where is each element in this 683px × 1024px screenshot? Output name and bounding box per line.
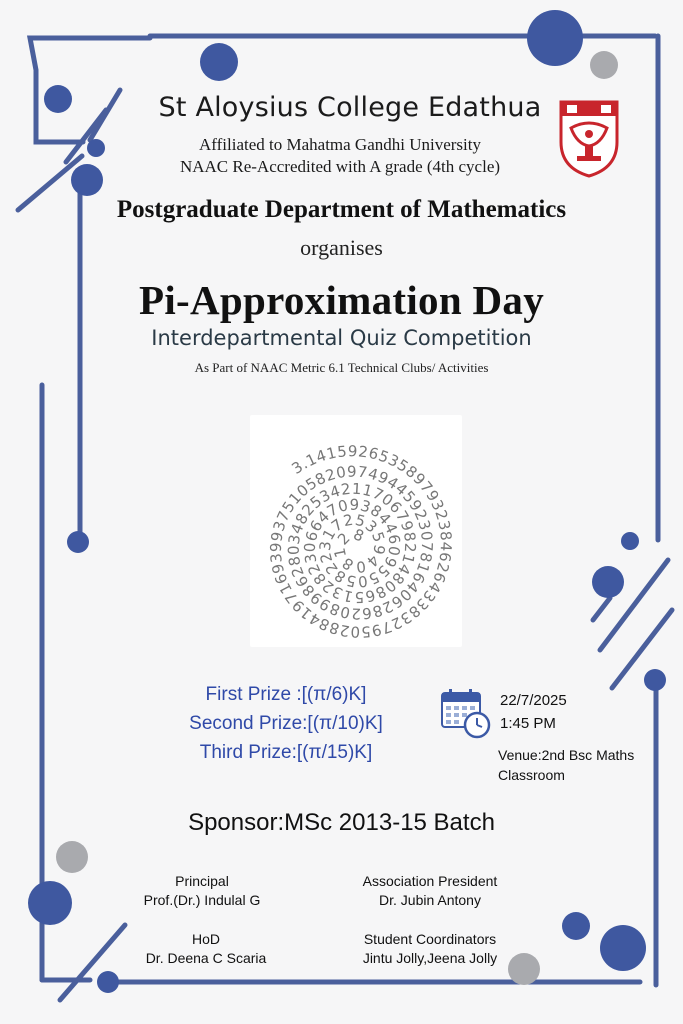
decor-dot bbox=[67, 531, 89, 553]
college-crest-icon bbox=[557, 98, 621, 178]
affiliation-line: Affiliated to Mahatma Gandhi University bbox=[198, 135, 481, 154]
decor-dot bbox=[200, 43, 238, 81]
decor-dot bbox=[644, 669, 666, 691]
signatory-principal bbox=[92, 872, 312, 910]
second-prize: Second Prize:[(π/10)K] bbox=[189, 713, 383, 734]
accreditation-line: NAAC Re-Accredited with A grade (4th cycle) bbox=[179, 157, 501, 176]
affiliation-block bbox=[120, 134, 560, 178]
signatory-hod bbox=[96, 930, 316, 968]
decor-dot bbox=[600, 925, 646, 971]
event-datetime bbox=[500, 689, 567, 735]
pi-digits-text bbox=[250, 415, 455, 641]
pi-digits-path: 3.141592653589793238462643383279502884197169399375105820974944592307816406286208998628034825342117067982148086513282306647093844609550582231725359408128 bbox=[266, 442, 456, 641]
signatory-name: Jintu Jolly,Jeena Jolly bbox=[362, 950, 498, 966]
first-prize: First Prize :[(π/6)K] bbox=[205, 684, 367, 705]
decor-dot bbox=[56, 841, 88, 873]
decor-dot bbox=[590, 51, 618, 79]
naac-metric-note: As Part of NAAC Metric 6.1 Technical Clubs/ Activities bbox=[194, 360, 489, 375]
decor-dot bbox=[592, 566, 624, 598]
venue-line-1: Venue:2nd Bsc Maths bbox=[498, 747, 635, 763]
calendar-clock-icon bbox=[440, 687, 492, 739]
college-name: St Aloysius College Edathua bbox=[158, 92, 542, 123]
third-prize: Third Prize:[(π/15)K] bbox=[199, 742, 373, 763]
sponsor-text: Sponsor:MSc 2013-15 Batch bbox=[188, 809, 495, 836]
decor-dot bbox=[28, 881, 72, 925]
decor-dot bbox=[562, 912, 590, 940]
pi-spiral-image bbox=[250, 415, 462, 647]
event-title: Pi-Approximation Day bbox=[138, 277, 544, 323]
event-date: 22/7/2025 bbox=[500, 692, 567, 709]
signatory-name: Dr. Deena C Scaria bbox=[145, 950, 267, 966]
signatory-name: Dr. Jubin Antony bbox=[379, 892, 481, 908]
signatory-association-president bbox=[320, 872, 540, 910]
event-subtitle: Interdepartmental Quiz Competition bbox=[151, 326, 532, 350]
decor-dot bbox=[97, 971, 119, 993]
pi-spiral-graphic bbox=[250, 415, 462, 647]
decor-dot bbox=[621, 532, 639, 550]
event-time: 1:45 PM bbox=[500, 715, 556, 732]
signatory-name: Prof.(Dr.) Indulal G bbox=[143, 892, 261, 908]
signatory-role: Student Coordinators bbox=[363, 931, 497, 947]
signatory-role: Association President bbox=[362, 873, 498, 889]
organises-text: organises bbox=[300, 235, 383, 260]
signatory-student-coordinators bbox=[320, 930, 540, 968]
decor-dot bbox=[44, 85, 72, 113]
decor-dot bbox=[87, 139, 105, 157]
signatory-role: HoD bbox=[191, 931, 220, 947]
decor-dot bbox=[527, 10, 583, 66]
venue-line-2: Classroom bbox=[498, 767, 565, 783]
signatory-role: Principal bbox=[175, 873, 229, 889]
decor-dot bbox=[71, 164, 103, 196]
department-name: Postgraduate Department of Mathematics bbox=[116, 196, 567, 223]
event-venue bbox=[498, 745, 634, 785]
prize-list bbox=[150, 680, 422, 767]
